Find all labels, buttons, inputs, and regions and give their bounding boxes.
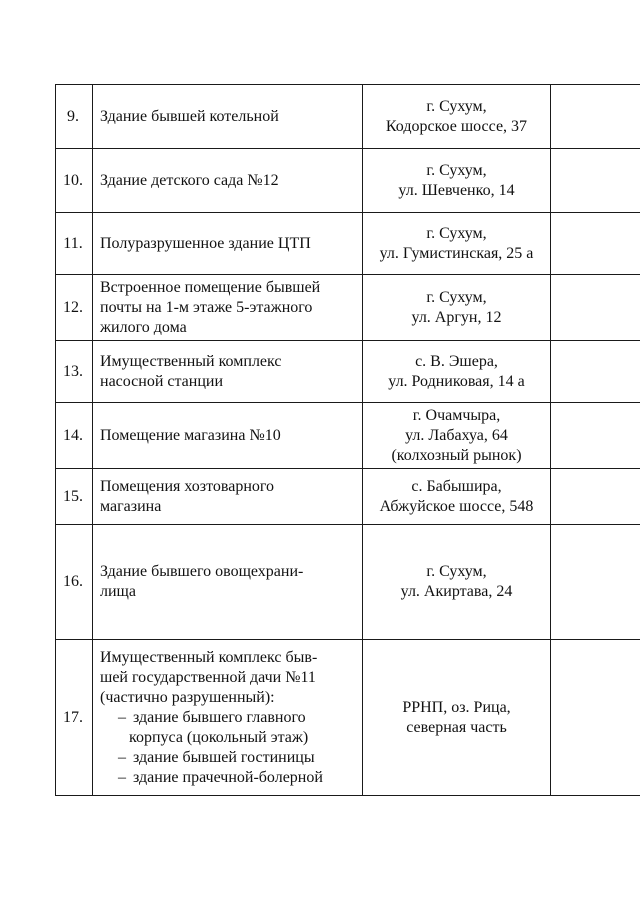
address-line: РРНП, оз. Рица, [402,698,511,716]
table-row [56,403,640,469]
property-name-line: Здание бывшей котельной [100,107,279,125]
address-line: г. Сухум, [426,97,487,115]
property-name-line: шей государственной дачи №11 [100,668,316,686]
property-name [93,640,363,796]
empty-cell [551,525,640,640]
address-line: (колхозный рынок) [391,446,522,464]
sub-item [100,708,358,728]
row-number: 15. [56,469,93,525]
address-line: г. Сухум, [426,563,487,580]
sub-item-text: здание прачечной-болерной [133,768,323,786]
address-line: с. В. Эшера, [415,352,498,370]
property-name [93,469,363,525]
property-name [93,525,363,640]
empty-cell [551,149,640,213]
row-number: 10. [56,149,93,213]
address-line: ул. Гумистинская, 25 а [379,244,534,262]
property-name-line: Здание детского сада №12 [100,171,279,189]
address-line: ул. Аргун, 12 [411,308,502,326]
empty-cell [551,85,640,149]
address-line: Абжуйское шоссе, 548 [379,497,534,515]
property-name-line: Имущественный комплекс быв- [100,648,318,666]
empty-cell [551,640,640,796]
address-line: г. Очамчыра, [412,406,501,424]
row-number: 13. [56,341,93,403]
empty-cell [551,469,640,525]
address-line: ул. Акиртава, 24 [400,583,513,600]
table-row [56,275,640,341]
property-name-line: Помещения хозтоварного [100,477,275,495]
empty-cell [551,213,640,275]
address-line: г. Сухум, [426,288,487,306]
property-name [93,341,363,403]
property-table [55,84,640,796]
property-address [363,640,551,796]
table-row [56,469,640,525]
address-line: Кодорское шоссе, 37 [385,117,528,135]
address-line: ул. Лабахуа, 64 [405,426,508,444]
property-name-line: почты на 1-м этаже 5-этажного [100,298,313,316]
dash-bullet: – [118,708,126,726]
property-address [363,403,551,469]
property-address [363,213,551,275]
property-name-line: жилого дома [100,318,187,336]
table-row [56,525,640,640]
property-name [93,403,363,469]
property-address [363,149,551,213]
row-number: 14. [56,403,93,469]
property-name [93,149,363,213]
property-address [363,525,551,640]
empty-cell [551,275,640,341]
property-name [93,275,363,341]
sub-item-text: здание бывшего главного [133,708,306,726]
address-line: с. Бабышира, [411,477,502,495]
property-address [363,85,551,149]
address-line: ул. Шевченко, 14 [398,181,515,199]
table-row [56,85,640,149]
row-number: 12. [56,275,93,341]
row-number: 16. [56,525,93,640]
address-line: г. Сухум, [426,161,487,179]
empty-cell [551,341,640,403]
row-number: 9. [56,85,93,149]
dash-bullet: – [118,748,126,766]
property-name-line: Здание бывшего овощехрани- [100,563,304,580]
property-address [363,469,551,525]
table-row [56,341,640,403]
property-name-line: Имущественный комплекс [100,352,282,370]
property-name-line: магазина [100,497,162,515]
row-number: 17. [56,640,93,796]
property-name-line: Помещение магазина №10 [100,426,281,444]
empty-cell [551,403,640,469]
property-name-line: (частично разрушенный): [100,688,275,706]
sub-item [100,768,358,788]
address-line: северная часть [406,718,507,736]
property-name [93,213,363,275]
property-address [363,275,551,341]
dash-bullet: – [118,768,126,786]
property-name-line: лища [100,583,136,600]
sub-item-continuation: корпуса (цокольный этаж) [129,728,309,746]
property-name-line: Полуразрушенное здание ЦТП [100,234,311,252]
address-line: ул. Родниковая, 14 а [388,372,525,390]
property-address [363,341,551,403]
table-row [56,149,640,213]
sub-item [100,748,358,768]
row-number: 11. [56,213,93,275]
address-line: г. Сухум, [426,224,487,242]
property-name-line: насосной станции [100,372,224,390]
property-name [93,85,363,149]
property-name-line: Встроенное помещение бывшей [100,278,321,296]
sub-item-text: здание бывшей гостиницы [133,748,315,766]
table-row [56,213,640,275]
table-row [56,640,640,796]
